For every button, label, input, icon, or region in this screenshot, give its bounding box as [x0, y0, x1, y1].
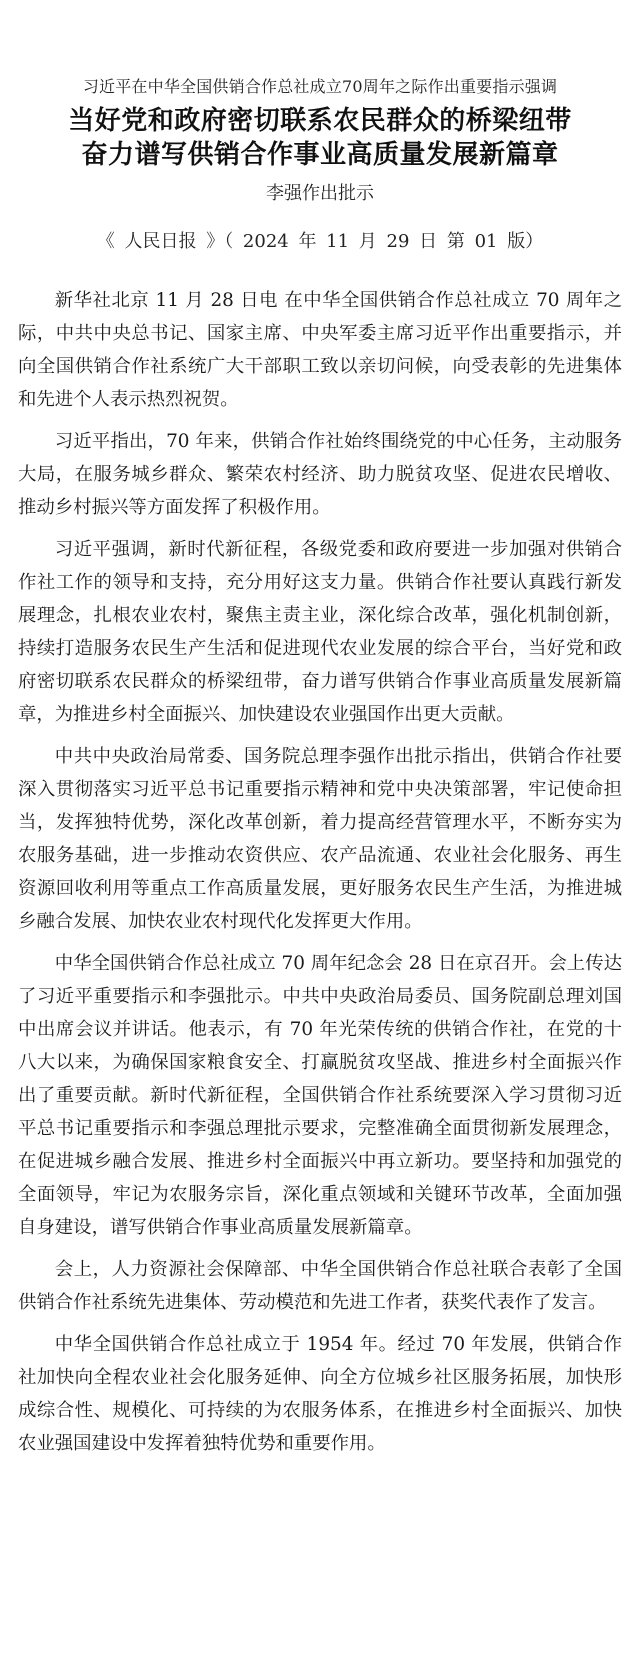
- paragraph-2: 习近平指出，70 年来，供销合作社始终围绕党的中心任务，主动服务大局，在服务城乡群众、繁荣农村经济、助力脱贫攻坚、促进农民增收、推动乡村振兴等方面发挥了积极作用。: [18, 431, 622, 518]
- headline-line-2: 奋力谱写供销合作事业高质量发展新篇章: [81, 140, 559, 170]
- paragraph-7: 中华全国供销合作总社成立于 1954 年。经过 70 年发展，供销合作社加快向全程农业社会化服务延伸、向全方位城乡社区服务拓展，加快形成综合性、规模化、可持续的为农服务体系，在推进乡村全面振兴、加快农业强国建设中发挥着独特优势和重要作用。: [18, 1334, 622, 1454]
- headline-line-1: 当好党和政府密切联系农民群众的桥梁纽带: [68, 106, 572, 136]
- paragraph-6: 会上，人力资源社会保障部、中华全国供销合作总社联合表彰了全国供销合作社系统先进集体、劳动模范和先进工作者，获奖代表作了发言。: [18, 1259, 622, 1313]
- article-subhead: 李强作出批示: [266, 183, 374, 204]
- paragraph-4: 中共中央政治局常委、国务院总理李强作出批示指出，供销合作社要深入贯彻落实习近平总书记重要指示精神和党中央决策部署，牢记使命担当，发挥独特优势，深化改革创新，着力提高经营管理水平，不断夯实为农服务基础，进一步推动农资供应、农产品流通、农业社会化服务、再生资源回收利用等重点工作高质量发展，更好服务农民生产生活，为推进城乡融合发展、加快农业农村现代化发挥更大作用。: [18, 746, 622, 932]
- paragraph-5: 中华全国供销合作总社成立 70 周年纪念会 28 日在京召开。会上传达了习近平重要指示和李强批示。中共中央政治局委员、国务院副总理刘国中出席会议并讲话。他表示，有 70 年光荣传统的供销合作社，在党的十八大以来，为确保国家粮食安全、打赢脱贫攻坚战、推进乡村全面振兴作出了重要贡献。新时代新征程，全国供销合作社系统要深入学习贯彻习近平总书记重要指示和李强总理批示要求，完整准确全面贯彻新发展理念，在促进城乡融合发展、推进乡村全面振兴中再立新功。要坚持和加强党的全面领导，牢记为农服务宗旨，深化重点领域和关键环节改革，全面加强自身建设，谱写供销合作事业高质量发展新篇章。: [18, 953, 622, 1238]
- paragraph-1: 新华社北京 11 月 28 日电 在中华全国供销合作总社成立 70 周年之际，中共中央总书记、国家主席、中央军委主席习近平作出重要指示，并向全国供销合作社系统广大干部职工致以亲切问候，向受表彰的先进集体和先进个人表示热烈祝贺。: [18, 290, 622, 410]
- article-headline: [18, 104, 622, 172]
- paragraph-3: 习近平强调，新时代新征程，各级党委和政府要进一步加强对供销合作社工作的领导和支持，充分用好这支力量。供销合作社要认真践行新发展理念，扎根农业农村，聚焦主责主业，深化综合改革，强化机制创新，持续打造服务农民生产生活和促进现代农业发展的综合平台，当好党和政府密切联系农民群众的桥梁纽带，奋力谱写供销合作事业高质量发展新篇章，为推进乡村全面振兴、加快建设农业强国作出更大贡献。: [18, 539, 622, 725]
- article-source: 《 人民日报 》（ 2024 年 11 月 29 日 第 01 版）: [96, 231, 544, 252]
- article-kicker: 习近平在中华全国供销合作总社成立70周年之际作出重要指示强调: [82, 77, 558, 96]
- article-body: [18, 284, 622, 1460]
